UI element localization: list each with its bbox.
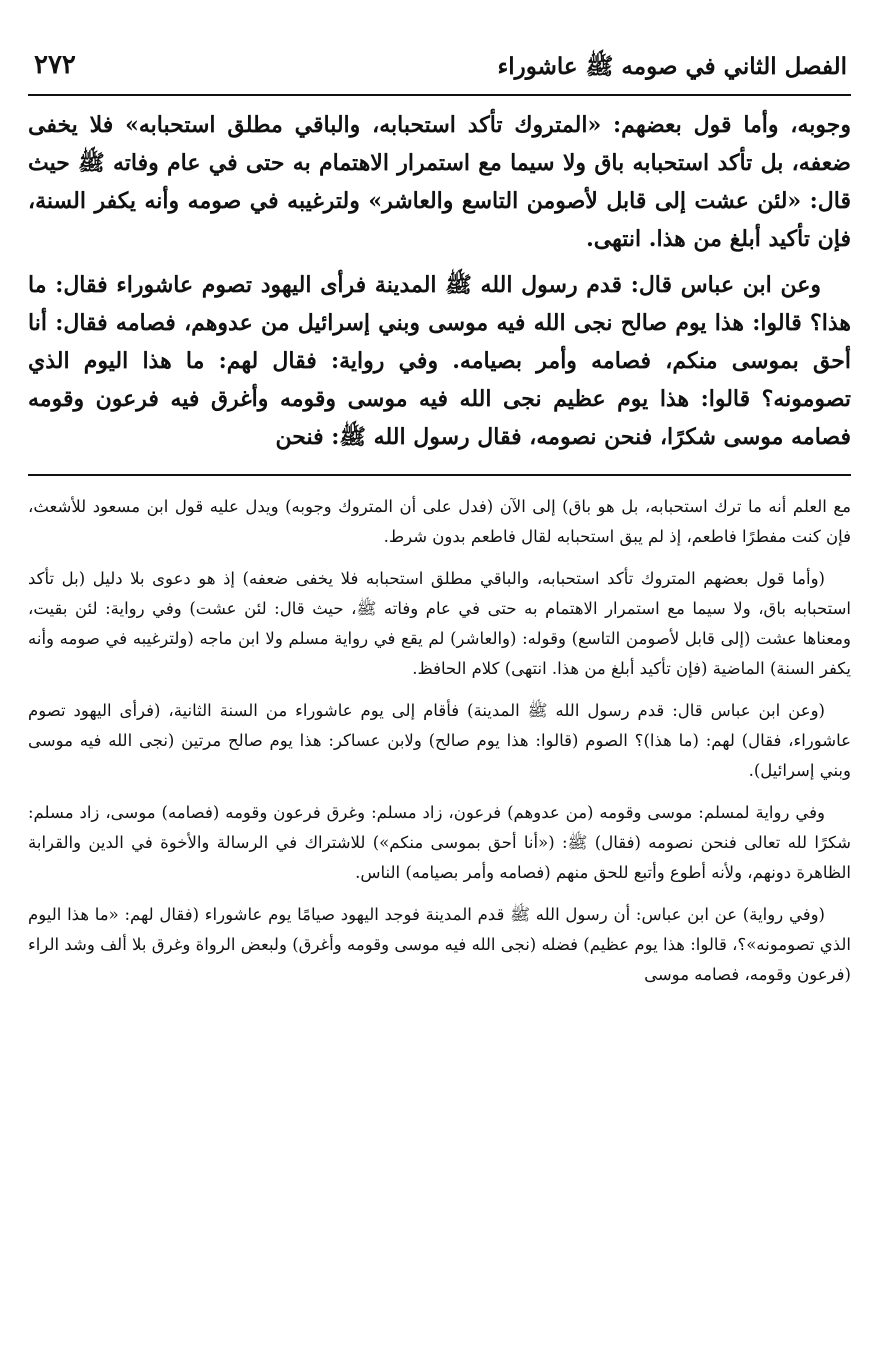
commentary-paragraph: (وعن ابن عباس قال: قدم رسول الله ﷺ المدينة) فأقام إلى يوم عاشوراء من السنة الثانية، (فرأى اليهود تصوم عاشوراء، فقال) لهم: (ما هذا)؟ الصوم (قالوا: هذا يوم صالح) ولابن عساكر: هذا يوم صالح مرتين (نجى الله فيه موسى وبني إسرائيل). [28,701,851,780]
main-text [28,106,851,456]
main-paragraph: وجوبه، وأما قول بعضهم: «المتروك تأكد استحبابه، والباقي مطلق استحبابه» فلا يخفى ضعفه، بل تأكد استحبابه باق ولا سيما مع استمرار الاهتمام به حتى في عام وفاته ﷺ حيث قال: «لئن عشت إلى قابل لأصومن التاسع والعاشر» ولترغيبه في صومه وأنه يكفر السنة، فإن تأكيد أبلغ من هذا. انتهى. [28,112,851,252]
main-paragraph: وعن ابن عباس قال: قدم رسول الله ﷺ المدينة فرأى اليهود تصوم عاشوراء فقال: ما هذا؟ قالوا: هذا يوم صالح نجى الله فيه موسى وبني إسرائيل من عدوهم، فصامه فقال: أنا أحق بموسى منكم، فصامه وأمر بصيامه. وفي رواية: فقال لهم: ما هذا اليوم الذي تصومونه؟ قالوا: هذا يوم عظيم نجى الله فيه موسى وقومه وأغرق فيه فرعون وقومه فصامه موسى شكرًا، فنحن نصومه، فقال رسول الله ﷺ: فنحن [28,272,851,450]
running-title: الفصل الثاني في صومه ﷺ عاشوراء [497,53,847,80]
commentary-paragraph: (وأما قول بعضهم المتروك تأكد استحبابه، والباقي مطلق استحبابه فلا يخفى ضعفه) إذ هو دعوى بلا دليل (بل تأكد استحبابه باق، ولا سيما مع استمرار الاهتمام به حتى في عام وفاته ﷺ، حيث قال: لئن عشت) وفي رواية: لئن بقيت، ومعناها عشت (إلى قابل لأصومن التاسع) وقوله: (والعاشر) لم يقع في رواية مسلم ولا ابن ماجه (ولترغيبه في صومه وأنه يكفر السنة) الماضية (فإن تأكيد أبلغ من هذا. انتهى) كلام الحافظ. [28,569,851,678]
commentary-paragraph: وفي رواية لمسلم: موسى وقومه (من عدوهم) فرعون، زاد مسلم: وغرق فرعون وقومه (فصامه) موسى، زاد مسلم: شكرًا لله تعالى فنحن نصومه (فقال) ﷺ: («أنا أحق بموسى منكم») للاشتراك في الرسالة والأخوة في الدين والقرابة الظاهرة دونهم، ولأنه أطوع وأتبع للحق منهم (فصامه وأمر بصيامه) الناس. [28,803,851,882]
page-header [28,40,851,96]
footnote-separator [28,474,851,476]
commentary-paragraph: مع العلم أنه ما ترك استحبابه، بل هو باق) إلى الآن (فدل على أن المتروك وجوبه) ويدل عليه قول ابن مسعود للأشعث، فإن كنت مفطرًا فاطعم، إذ لم يبق استحبابه لقال فاطعم بدون شرط. [28,497,851,546]
commentary-paragraph: (وفي رواية) عن ابن عباس: أن رسول الله ﷺ قدم المدينة فوجد اليهود صيامًا يوم عاشوراء (فقال لهم: «ما هذا اليوم الذي تصومونه»؟، قالوا: هذا يوم عظيم) فضله (نجى الله فيه موسى وقومه وأغرق) ولبعض الرواة وغرق بلا ألف وشد الراء (فرعون وقومه، فصامه موسى [28,905,851,984]
book-page [28,40,851,1340]
commentary-text [28,492,851,990]
page-number: ٢٧٢ [34,50,76,80]
